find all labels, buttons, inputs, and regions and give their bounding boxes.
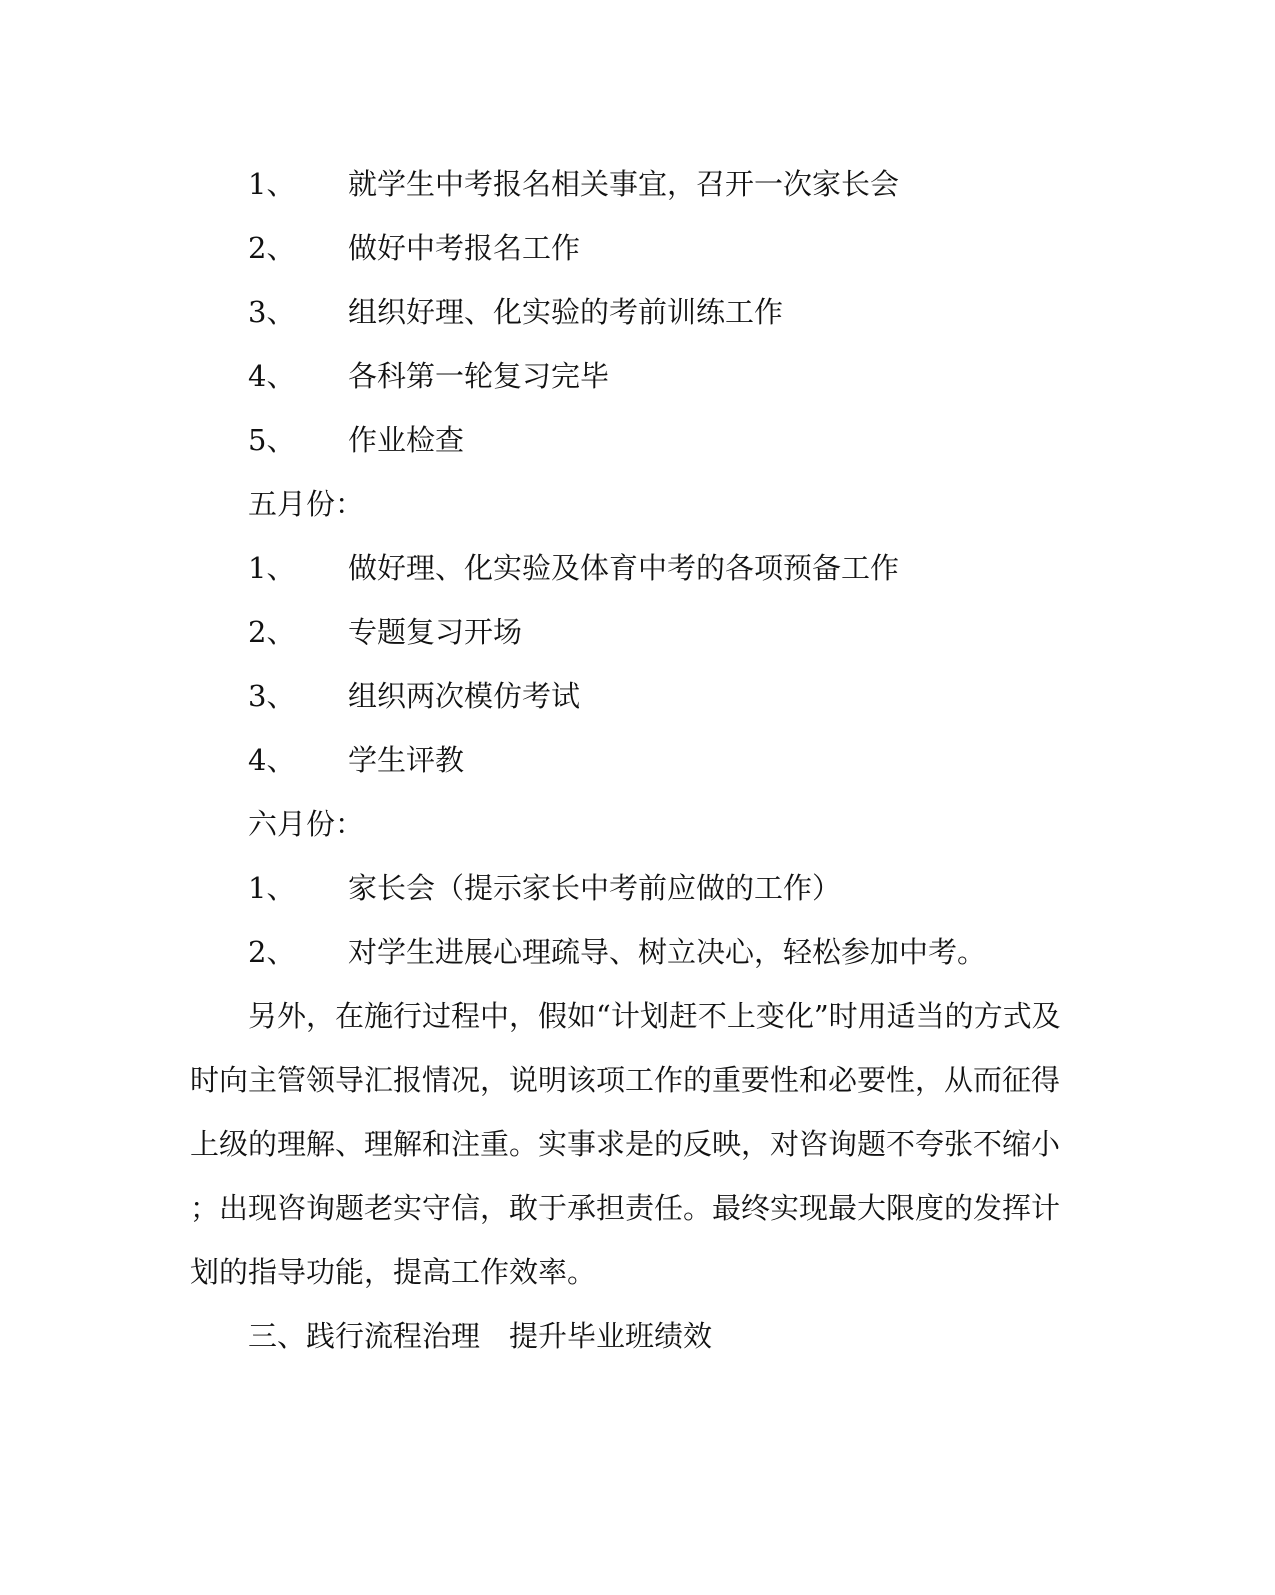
may-item-2-text: 专题复习开场 (348, 615, 523, 649)
april-item-2-text: 做好中考报名工作 (348, 231, 581, 265)
june-item-1-number: 1、 (248, 871, 296, 905)
june-heading: 六月份： (248, 807, 365, 841)
april-item-3-number: 3、 (248, 295, 296, 329)
may-item-3-text: 组织两次模仿考试 (348, 679, 581, 713)
paragraph-line-4: ；出现咨询题老实守信，敢于承担责任。最终实现最大限度的发挥计 (190, 1191, 1061, 1225)
section-heading: 三、践行流程治理 提升毕业班绩效 (248, 1319, 713, 1353)
april-item-4-number: 4、 (248, 359, 296, 393)
april-item-1-number: 1、 (248, 167, 296, 201)
may-item-2-number: 2、 (248, 615, 296, 649)
june-item-2-text: 对学生进展心理疏导、树立决心，轻松参加中考。 (348, 935, 987, 969)
paragraph-line-3: 上级的理解、理解和注重。实事求是的反映，对咨询题不夸张不缩小 (190, 1127, 1061, 1161)
may-item-3-number: 3、 (248, 679, 296, 713)
may-item-4-number: 4、 (248, 743, 296, 777)
april-item-5-number: 5、 (248, 423, 296, 457)
april-item-4-text: 各科第一轮复习完毕 (348, 359, 610, 393)
may-item-1-text: 做好理、化实验及体育中考的各项预备工作 (348, 551, 900, 585)
may-heading: 五月份： (248, 487, 365, 521)
april-item-5-text: 作业检查 (348, 423, 465, 457)
may-item-1-number: 1、 (248, 551, 296, 585)
may-item-4-text: 学生评教 (348, 743, 465, 777)
june-item-1-text: 家长会（提示家长中考前应做的工作） (348, 871, 842, 905)
paragraph-line-5: 划的指导功能，提高工作效率。 (190, 1255, 597, 1289)
april-item-1-text: 就学生中考报名相关事宜，召开一次家长会 (348, 167, 900, 201)
april-item-2-number: 2、 (248, 231, 296, 265)
paragraph-line-1: 另外，在施行过程中，假如“计划赶不上变化”时用适当的方式及 (248, 999, 1061, 1033)
june-item-2-number: 2、 (248, 935, 296, 969)
paragraph-line-2: 时向主管领导汇报情况，说明该项工作的重要性和必要性，从而征得 (190, 1063, 1061, 1097)
april-item-3-text: 组织好理、化实验的考前训练工作 (348, 295, 784, 329)
